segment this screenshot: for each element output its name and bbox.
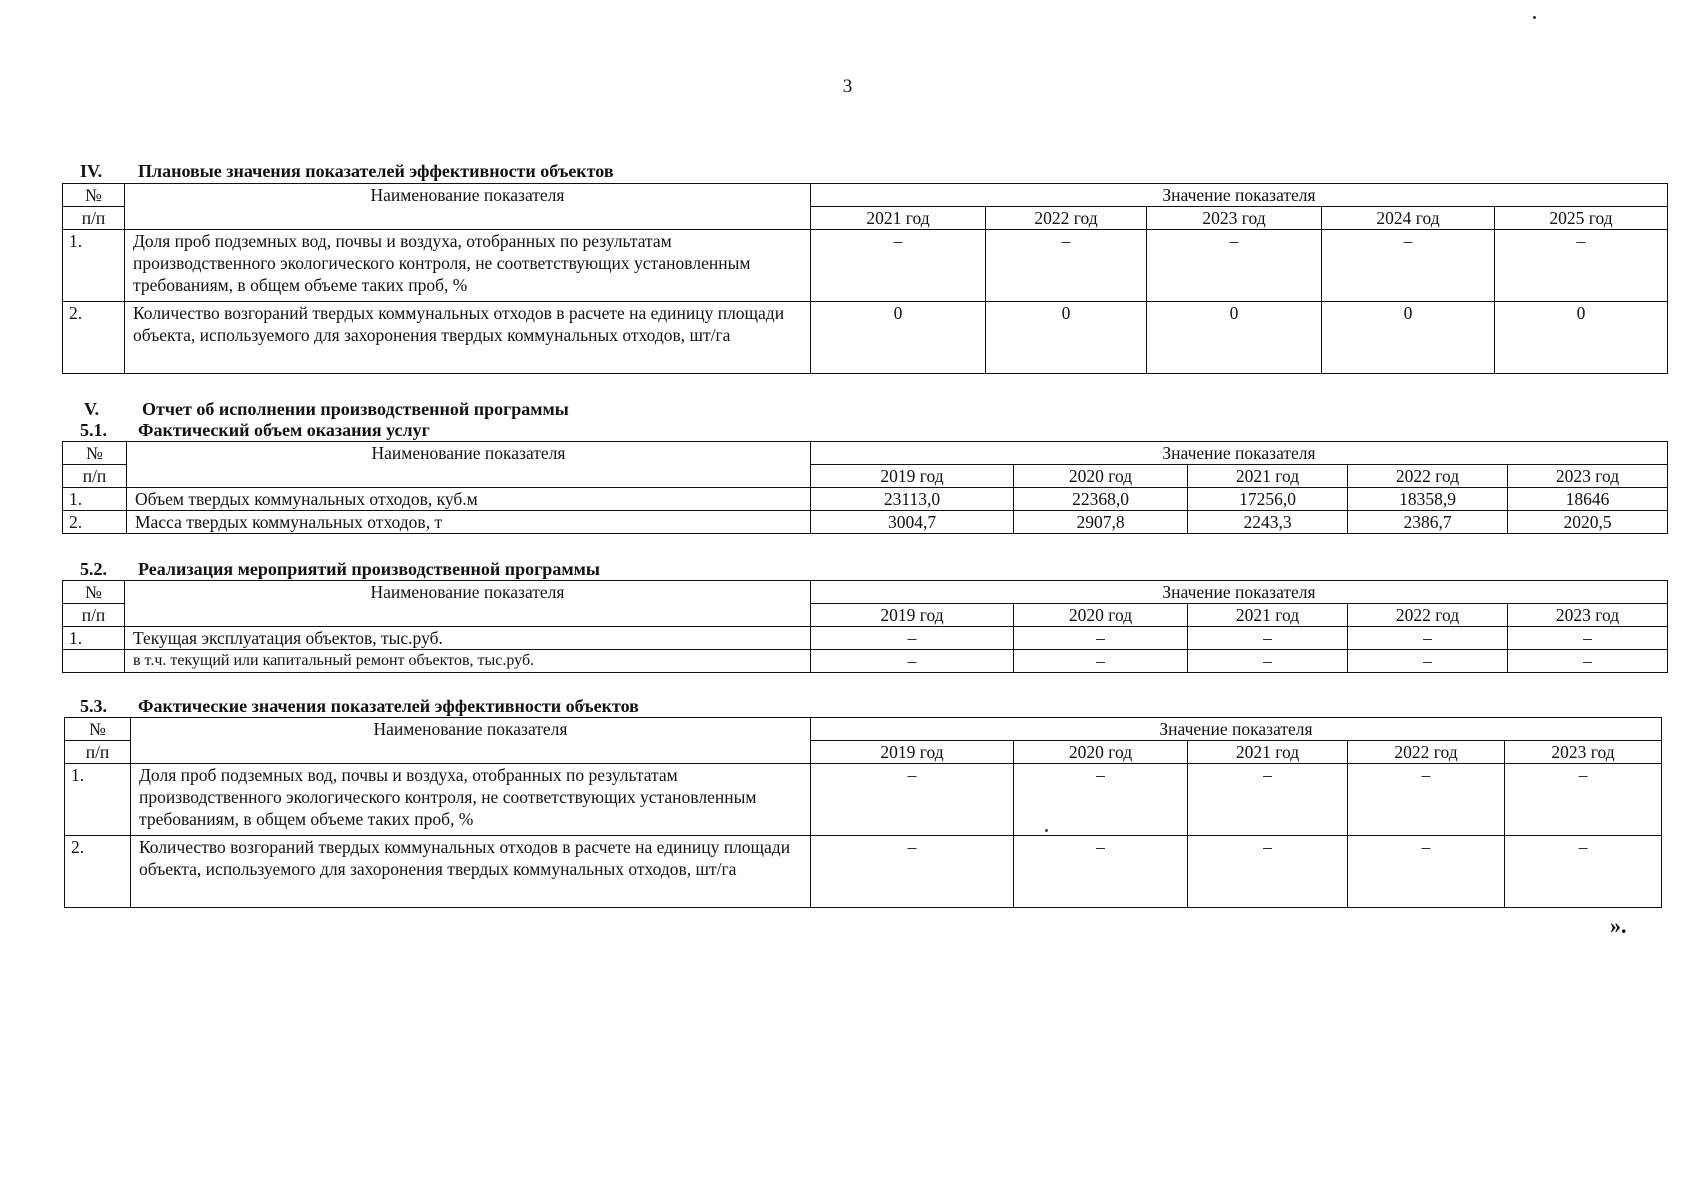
section-5-1-title: Фактический объем оказания услуг	[138, 420, 430, 440]
header-value: Значение показателя	[811, 581, 1668, 604]
row-value: –	[811, 627, 1014, 650]
section-5-1-number: 5.1.	[80, 420, 107, 440]
row-name: Масса твердых коммунальных отходов, т	[127, 511, 811, 534]
row-value: 23113,0	[811, 488, 1014, 511]
section-5-2-title: Реализация мероприятий производственной программы	[138, 559, 600, 579]
section-5-2-number: 5.2.	[80, 559, 107, 579]
header-year: 2023 год	[1147, 207, 1322, 230]
header-year: 2023 год	[1508, 604, 1668, 627]
header-year: 2020 год	[1014, 741, 1188, 764]
row-name: Количество возгораний твердых коммунальных отходов в расчете на единицу площади объекта, используемого для захоронения твердых коммунальных отходов, шт/га	[131, 836, 811, 908]
row-value: –	[1188, 836, 1348, 908]
row-value: –	[811, 650, 1014, 673]
section-4-heading	[80, 161, 614, 182]
row-value: 0	[811, 302, 986, 374]
table-section-5-1	[62, 441, 1668, 534]
row-value: 22368,0	[1014, 488, 1188, 511]
row-value: –	[1348, 764, 1505, 836]
header-name: Наименование показателя	[125, 581, 811, 627]
header-year: 2023 год	[1505, 741, 1662, 764]
table-section-5-3	[64, 717, 1662, 908]
row-value: 2020,5	[1508, 511, 1668, 534]
table-row	[63, 627, 1668, 650]
header-name: Наименование показателя	[127, 442, 811, 488]
row-number: 1.	[65, 764, 131, 836]
header-no: №	[63, 442, 127, 465]
row-value: 0	[1147, 302, 1322, 374]
header-year: 2019 год	[811, 465, 1014, 488]
header-year: 2022 год	[1348, 465, 1508, 488]
table-section-4	[62, 183, 1668, 374]
row-number: 2.	[63, 302, 125, 374]
row-value: 0	[986, 302, 1147, 374]
row-value: –	[1348, 836, 1505, 908]
section-5-1-heading	[80, 420, 430, 441]
row-value: –	[1147, 230, 1322, 302]
section-4-number: IV.	[80, 161, 103, 181]
row-value: –	[811, 836, 1014, 908]
row-number: 2.	[65, 836, 131, 908]
scan-dot	[1533, 16, 1536, 19]
row-value: –	[1014, 650, 1188, 673]
header-value: Значение показателя	[811, 718, 1662, 741]
row-number: 1.	[63, 488, 127, 511]
header-value: Значение показателя	[811, 442, 1668, 465]
header-year: 2022 год	[1348, 604, 1508, 627]
row-number: 1.	[63, 230, 125, 302]
row-value: –	[811, 230, 986, 302]
table-row	[65, 836, 1662, 908]
header-name: Наименование показателя	[131, 718, 811, 764]
scan-dot	[1045, 829, 1048, 832]
header-year: 2024 год	[1322, 207, 1495, 230]
table-row	[63, 230, 1668, 302]
section-5-3-title: Фактические значения показателей эффективности объектов	[138, 696, 639, 716]
row-value: –	[1495, 230, 1668, 302]
table-row	[63, 650, 1668, 673]
row-name: Доля проб подземных вод, почвы и воздуха, отобранных по результатам производственного экологического контроля, не соответствующих установленным требованиям, в общем объеме таких проб, %	[131, 764, 811, 836]
header-year: 2021 год	[1188, 741, 1348, 764]
header-no-line2: п/п	[63, 207, 125, 230]
section-5-3-number: 5.3.	[80, 696, 107, 716]
header-year: 2019 год	[811, 741, 1014, 764]
header-no-line2: п/п	[65, 741, 131, 764]
page-number: 3	[842, 76, 853, 97]
row-name: Доля проб подземных вод, почвы и воздуха, отобранных по результатам производственного экологического контроля, не соответствующих установленным требованиям, в общем объеме таких проб, %	[125, 230, 811, 302]
header-no-line2: п/п	[63, 604, 125, 627]
row-number: 1.	[63, 627, 125, 650]
row-value: 2386,7	[1348, 511, 1508, 534]
row-value: 17256,0	[1188, 488, 1348, 511]
closing-quote-mark: ».	[1610, 913, 1627, 938]
section-5-title: Отчет об исполнении производственной программы	[142, 399, 569, 419]
row-value: –	[1508, 650, 1668, 673]
row-name: в т.ч. текущий или капитальный ремонт объектов, тыс.руб.	[125, 650, 811, 673]
row-value: 0	[1322, 302, 1495, 374]
header-year: 2020 год	[1014, 465, 1188, 488]
header-year: 2020 год	[1014, 604, 1188, 627]
row-value: –	[1014, 764, 1188, 836]
table-row	[63, 511, 1668, 534]
row-value: –	[811, 764, 1014, 836]
row-value: –	[986, 230, 1147, 302]
row-value: 3004,7	[811, 511, 1014, 534]
header-year: 2022 год	[986, 207, 1147, 230]
row-value: –	[1348, 627, 1508, 650]
header-year: 2021 год	[1188, 604, 1348, 627]
table-row	[65, 764, 1662, 836]
row-number: 2.	[63, 511, 127, 534]
header-year: 2025 год	[1495, 207, 1668, 230]
row-name: Текущая эксплуатация объектов, тыс.руб.	[125, 627, 811, 650]
row-value: 2907,8	[1014, 511, 1188, 534]
header-year: 2021 год	[1188, 465, 1348, 488]
row-value: –	[1505, 836, 1662, 908]
header-no: №	[63, 184, 125, 207]
header-no: №	[63, 581, 125, 604]
header-name: Наименование показателя	[125, 184, 811, 230]
row-value: –	[1348, 650, 1508, 673]
row-value: –	[1014, 627, 1188, 650]
section-5-heading	[84, 399, 569, 420]
row-value: 0	[1495, 302, 1668, 374]
table-row	[63, 488, 1668, 511]
row-value: 2243,3	[1188, 511, 1348, 534]
row-value: –	[1322, 230, 1495, 302]
row-value: 18358,9	[1348, 488, 1508, 511]
header-year: 2019 год	[811, 604, 1014, 627]
row-value: –	[1188, 764, 1348, 836]
header-no: №	[65, 718, 131, 741]
header-year: 2021 год	[811, 207, 986, 230]
header-year: 2023 год	[1508, 465, 1668, 488]
section-4-title: Плановые значения показателей эффективности объектов	[138, 161, 614, 181]
row-value: 18646	[1508, 488, 1668, 511]
row-value: –	[1188, 627, 1348, 650]
section-5-2-heading	[80, 559, 600, 580]
header-no-line2: п/п	[63, 465, 127, 488]
header-year: 2022 год	[1348, 741, 1505, 764]
row-value: –	[1505, 764, 1662, 836]
row-value: –	[1188, 650, 1348, 673]
row-number	[63, 650, 125, 673]
section-5-number: V.	[84, 399, 100, 419]
header-value: Значение показателя	[811, 184, 1668, 207]
section-5-3-heading	[80, 696, 639, 717]
row-value: –	[1508, 627, 1668, 650]
table-section-5-2	[62, 580, 1668, 673]
row-name: Количество возгораний твердых коммунальных отходов в расчете на единицу площади объекта, используемого для захоронения твердых коммунальных отходов, шт/га	[125, 302, 811, 374]
row-value: –	[1014, 836, 1188, 908]
table-row	[63, 302, 1668, 374]
row-name: Объем твердых коммунальных отходов, куб.м	[127, 488, 811, 511]
